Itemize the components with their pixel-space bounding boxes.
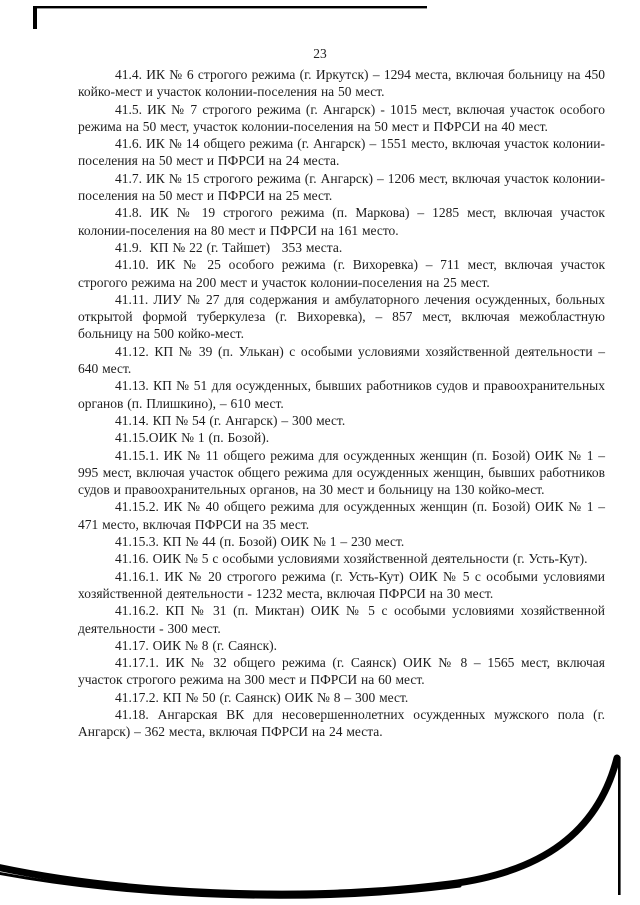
scan-artifact-right-line [618, 757, 621, 895]
paragraph-41-16-2: 41.16.2. КП № 31 (п. Миктан) ОИК № 5 с особыми условиями хозяйственной деятельности - 300 мест. [78, 603, 605, 636]
paragraph-41-6: 41.6. ИК № 14 общего режима (г. Ангарск) – 1551 место, включая участок колонии-поселения на 50 мест и ПФРСИ на 24 места. [78, 136, 605, 169]
paragraph-41-15-2: 41.15.2. ИК № 40 общего режима для осужденных женщин (п. Бозой) ОИК № 1 – 471 место, включая ПФРСИ на 35 мест. [78, 499, 605, 532]
paragraph-41-15-3: 41.15.3. КП № 44 (п. Бозой) ОИК № 1 – 230 мест. [115, 534, 405, 550]
scan-artifact-bottom-curve [0, 758, 617, 894]
paragraph-41-10: 41.10. ИК № 25 особого режима (г. Вихоревка) – 711 мест, включая участок строгого режима на 200 мест и участок колонии-поселения на 25 мест. [78, 257, 605, 290]
paragraph-41-17: 41.17. ОИК № 8 (г. Саянск). [115, 637, 277, 653]
paragraph-41-17-1: 41.17.1. ИК № 32 общего режима (г. Саянск) ОИК № 8 – 1565 мест, включая участок строгого режима на 300 мест и ПФРСИ на 60 мест. [78, 655, 605, 688]
paragraph-41-13: 41.13. КП № 51 для осужденных, бывших работников судов и правоохранительных органов (п. Плишкино), – 610 мест. [78, 378, 605, 411]
document-body [78, 66, 605, 741]
paragraph-41-16: 41.16. ОИК № 5 с особыми условиями хозяйственной деятельности (г. Усть-Кут). [115, 551, 588, 567]
paragraph-41-5: 41.5. ИК № 7 строгого режима (г. Ангарск) - 1015 мест, включая участок особого режима на 50 мест, участок колонии-поселения на 50 мест и ПФРСИ на 40 мест. [78, 101, 605, 134]
paragraph-41-15: 41.15.ОИК № 1 (п. Бозой). [115, 430, 270, 446]
paragraph-41-17-2: 41.17.2. КП № 50 (г. Саянск) ОИК № 8 – 300 мест. [115, 689, 409, 705]
scan-artifact-top-line [34, 6, 427, 8]
paragraph-41-14: 41.14. КП № 54 (г. Ангарск) – 300 мест. [115, 412, 346, 428]
paragraph-41-9: 41.9. КП № 22 (г. Тайшет) 353 места. [115, 239, 343, 255]
paragraph-41-18: 41.18. Ангарская ВК для несовершеннолетних осужденных мужского пола (г. Ангарск) – 362 места, включая ПФРСИ на 24 места. [78, 706, 605, 740]
paragraph-41-16-1: 41.16.1. ИК № 20 строгого режима (г. Усть-Кут) ОИК № 5 с особыми условиями хозяйственной деятельности - 1232 места, включая ПФРСИ на 30 мест. [78, 568, 605, 601]
paragraph-41-8: 41.8. ИК № 19 строгого режима (п. Маркова) – 1285 мест, включая участок колонии-поселения на 80 мест и ПФРСИ на 161 место. [78, 205, 605, 238]
scan-artifact-bottom-curve-edge [0, 872, 460, 897]
scan-artifact-left-mark [33, 6, 37, 29]
page-number: 23 [313, 46, 327, 61]
paragraph-41-7: 41.7. ИК № 15 строгого режима (г. Ангарск) – 1206 мест, включая участок колонии-поселения на 50 мест и ПФРСИ на 25 мест. [78, 170, 605, 204]
paragraph-41-15-1: 41.15.1. ИК № 11 общего режима для осужденных женщин (п. Бозой) ОИК № 1 – 995 мест, включая участок общего режима для осужденных женщин, бывших работников судов и правоохранительных органов, на 30 мест и больницу на 130 койко-мест. [78, 447, 605, 498]
paragraph-41-4: 41.4. ИК № 6 строгого режима (г. Иркутск) – 1294 места, включая больницу на 450 койко-мест и участок колонии-поселения на 50 мест. [78, 67, 605, 100]
paragraph-41-11: 41.11. ЛИУ № 27 для содержания и амбулаторного лечения осужденных, больных открытой формой туберкулеза (г. Вихоревка), – 857 мест, включая межобластную больницу на 500 койко-мест. [78, 291, 605, 342]
paragraph-41-12: 41.12. КП № 39 (п. Улькан) с особыми условиями хозяйственной деятельности – 640 мест. [78, 343, 605, 377]
